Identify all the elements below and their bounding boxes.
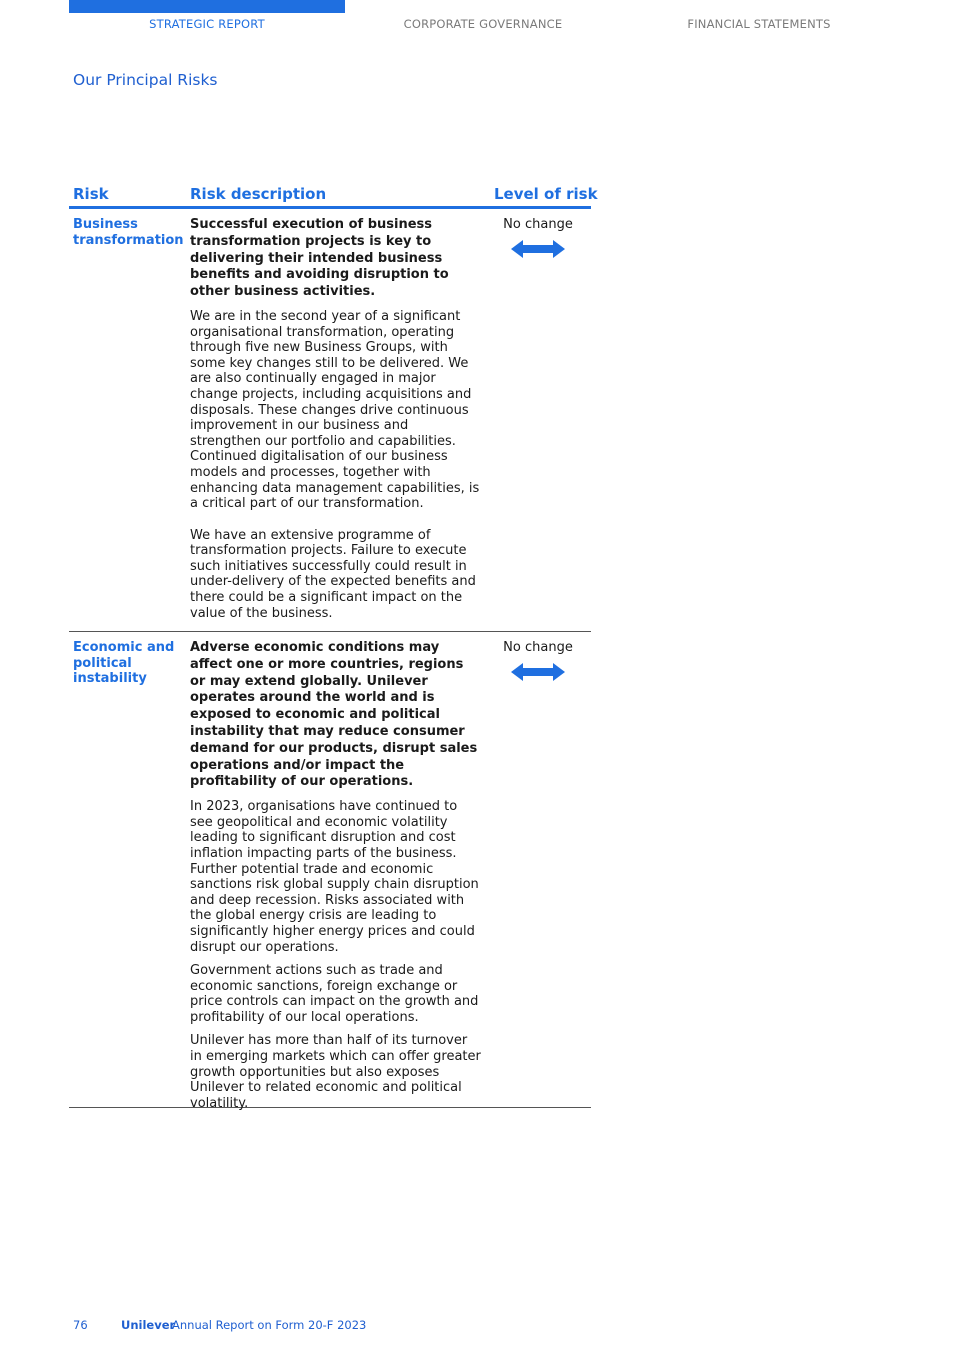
top-navigation — [0, 0, 968, 40]
active-tab-indicator — [69, 0, 345, 13]
table-row — [69, 209, 591, 632]
tab-strategic-report[interactable]: STRATEGIC REPORT — [149, 17, 265, 31]
risk-description — [190, 640, 482, 1119]
horizontal-double-arrow-icon — [511, 238, 565, 260]
section-title: Our Principal Risks — [73, 71, 218, 89]
page-footer — [73, 1318, 367, 1332]
risk-level — [479, 640, 597, 683]
risk-paragraph: Government actions such as trade and economic sanctions, foreign exchange or price controls can impact on the growth and profitability of our local operations. — [190, 963, 479, 1025]
risk-paragraph: Unilever has more than half of its turnover in emerging markets which can offer greater growth opportunities but also exposes Unilever to related economic and political volatility. — [190, 1033, 481, 1111]
risk-paragraph: We have an extensive programme of transformation projects. Failure to execute such initiatives successfully could result in under-delivery of the expected benefits and there could be a significant impact on the value of the business. — [190, 527, 476, 621]
table-row — [69, 632, 591, 1111]
risk-description — [190, 217, 482, 629]
principal-risks-table — [69, 184, 598, 1111]
header-risk-description: Risk description — [190, 185, 327, 203]
risk-level — [479, 217, 597, 260]
tab-corporate-governance[interactable]: CORPORATE GOVERNANCE — [403, 17, 563, 31]
tab-financial-statements[interactable]: FINANCIAL STATEMENTS — [687, 17, 831, 31]
risk-lead-statement: Successful execution of business transformation projects is key to delivering their intended business benefits and avoiding disruption to other business activities. — [190, 217, 449, 300]
document-title: Annual Report on Form 20-F 2023 — [172, 1318, 367, 1332]
risk-name: Business transformation — [73, 217, 184, 248]
risk-level-label: No change — [503, 640, 573, 655]
header-risk: Risk — [73, 185, 109, 203]
risk-paragraph: In 2023, organisations have continued to see geopolitical and economic volatility leading to significant disruption and cost inflation impacting parts of the business. Further potential trade and economic sanctions risk global supply chain disruption and deep recession. Risks associated with the global energy crisis are leading to significantly higher energy prices and could disrupt our operations. — [190, 799, 479, 955]
brand-name: Unilever — [121, 1318, 176, 1332]
risk-level-label: No change — [503, 217, 573, 232]
page-number: 76 — [73, 1318, 88, 1332]
risk-lead-statement: Adverse economic conditions may affect one or more countries, regions or may extend globally. Unilever operates around the world and is exposed to economic and political instability that may reduce consumer demand for our products, disrupt sales operations and/or impact the profitability of our operations. — [190, 640, 478, 790]
horizontal-double-arrow-icon — [511, 661, 565, 683]
header-level-of-risk: Level of risk — [494, 185, 598, 203]
table-header — [69, 184, 598, 209]
risk-paragraph: We are in the second year of a significant organisational transformation, operating through five new Business Groups, with some key changes still to be delivered. We are also continually engaged in major change projects, including acquisitions and disposals. These changes drive continuous improvement in our business and strengthen our portfolio and capabilities. Continued digitalisation of our business models and processes, together with enhancing data management capabilities, is a critical part of our transformation. — [190, 308, 480, 512]
risk-name: Economic and political instability — [73, 640, 175, 686]
